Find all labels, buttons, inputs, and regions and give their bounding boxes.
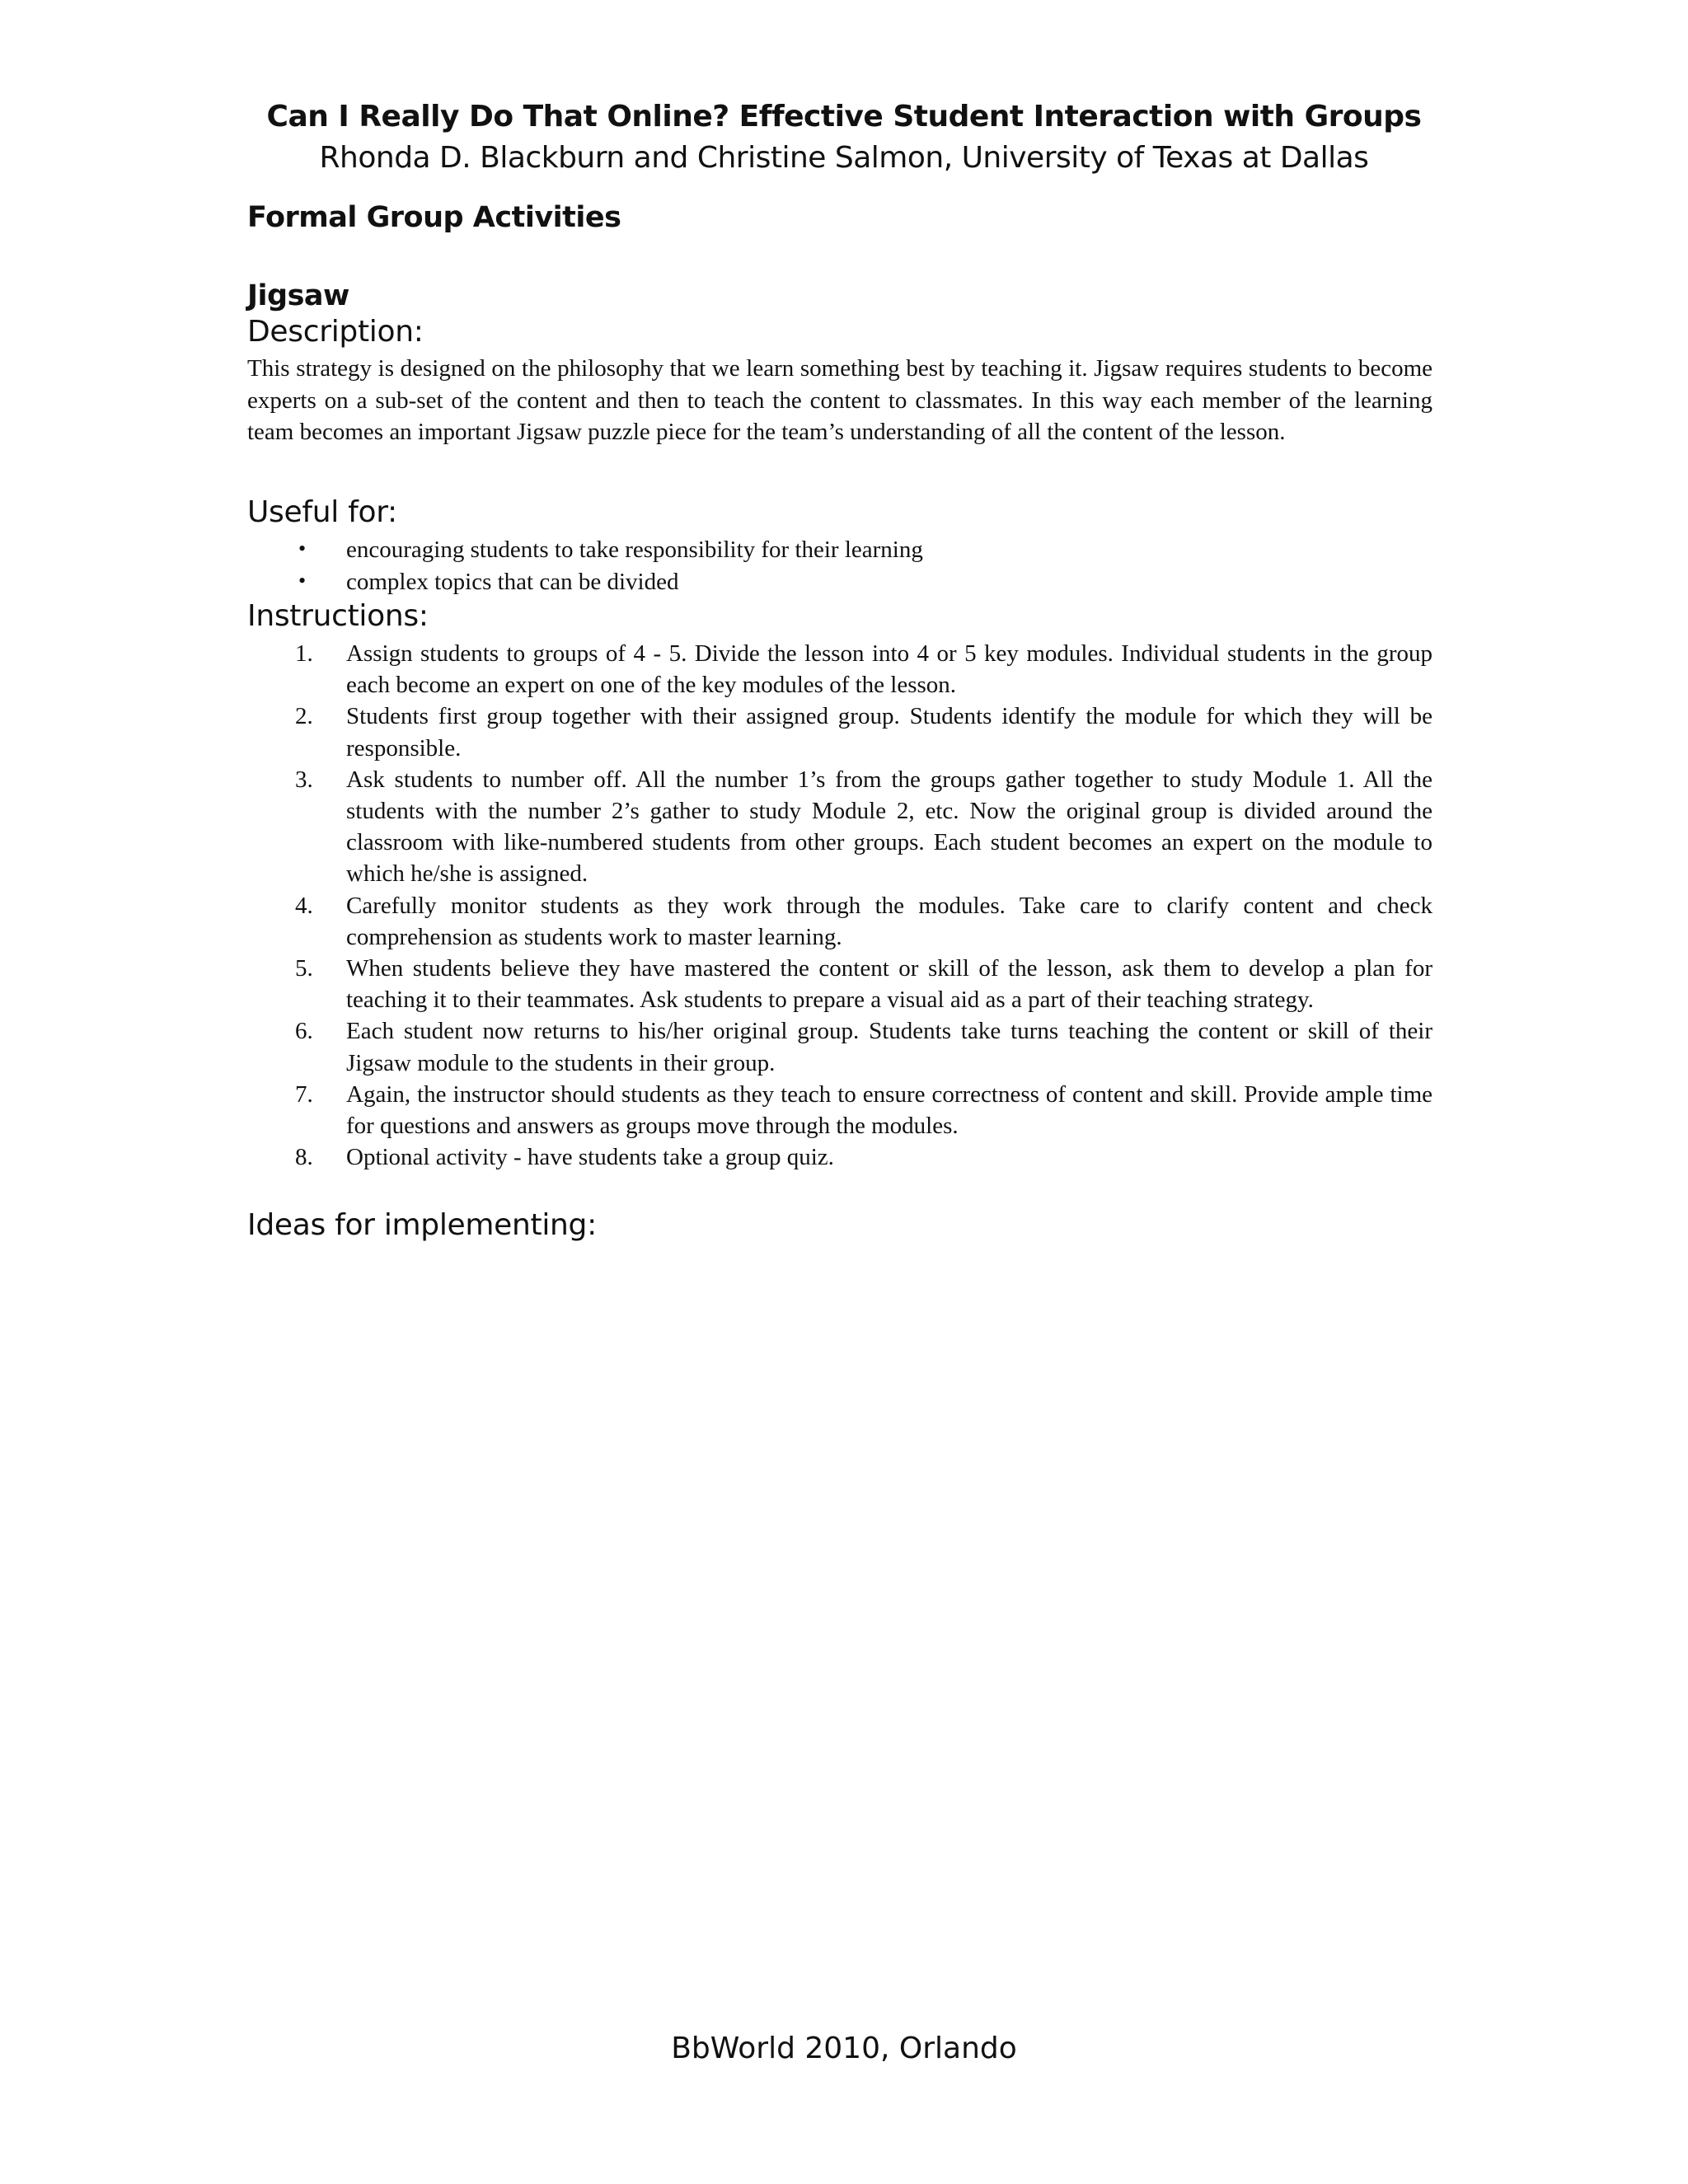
list-item <box>247 953 1432 1015</box>
step-text: Assign students to groups of 4 - 5. Divide the lesson into 4 or 5 key modules. Individual students in the group each become an expert on one of the key modules of the lesson. <box>346 640 1432 699</box>
instructions-list <box>247 638 1432 1173</box>
list-item-text: complex topics that can be divided <box>346 568 679 595</box>
step-text: Each student now returns to his/her original group. Students take turns teaching the content or skill of their Jigsaw module to the students in their group. <box>346 1018 1432 1076</box>
list-item-text: encouraging students to take responsibility for their learning <box>346 537 923 563</box>
step-number: 8. <box>295 1144 313 1171</box>
step-text: Students first group together with their assigned group. Students identify the module for which they will be responsible. <box>346 703 1432 762</box>
description-text: This strategy is designed on the philosophy that we learn something best by teaching it. Jigsaw requires students to become experts on a sub-set of the content and then to teach the content to classmates. In this way each member of the learning team becomes an important Jigsaw puzzle piece for the team’s understanding of all the content of the lesson. <box>247 355 1432 446</box>
list-item <box>247 1079 1432 1141</box>
step-text: When students believe they have mastered the content or skill of the lesson, ask them to develop a plan for teaching it to their teammates. Ask students to prepare a visual aid as a part of their teaching strategy. <box>346 955 1432 1014</box>
page-footer: BbWorld 2010, Orlando <box>671 2032 1017 2065</box>
step-text: Optional activity - have students take a group quiz. <box>346 1144 834 1171</box>
list-item <box>247 701 1432 763</box>
list-item <box>247 1015 1432 1078</box>
bullet-icon: • <box>298 537 307 560</box>
step-number: 3. <box>295 766 313 793</box>
list-item <box>247 534 1432 566</box>
description-label: Description: <box>247 315 424 349</box>
list-item <box>247 1141 1432 1173</box>
step-text: Ask students to number off. All the number 1’s from the groups gather together to study Module 1. All the students with the number 2’s gather to study Module 2, etc. Now the original group is divided around the classroom with like-numbered students from other groups. Each student becomes an expert on the module to which he/she is assigned. <box>346 766 1432 888</box>
useful-for-list <box>247 534 1432 598</box>
step-text: Carefully monitor students as they work through the modules. Take care to clarify content and check comprehension as students work to master learning. <box>346 892 1432 950</box>
step-number: 6. <box>295 1018 313 1045</box>
ideas-label: Ideas for implementing: <box>247 1208 597 1242</box>
document-authors: Rhonda D. Blackburn and Christine Salmon, University of Texas at Dallas <box>319 141 1369 175</box>
step-number: 1. <box>295 640 313 667</box>
list-item <box>247 890 1432 953</box>
list-item <box>247 566 1432 598</box>
step-number: 5. <box>295 955 313 982</box>
list-item <box>247 638 1432 701</box>
section-heading: Formal Group Activities <box>247 201 621 234</box>
step-text: Again, the instructor should students as they teach to ensure correctness of content and skill. Provide ample time for questions and answers as groups move through the modules. <box>346 1080 1432 1140</box>
list-item <box>247 764 1432 890</box>
useful-for-label: Useful for: <box>247 495 397 529</box>
step-number: 2. <box>295 703 313 730</box>
step-number: 4. <box>295 892 313 919</box>
bullet-icon: • <box>298 568 307 593</box>
step-number: 7. <box>295 1080 313 1108</box>
instructions-label: Instructions: <box>247 599 429 633</box>
activity-heading: Jigsaw <box>247 279 349 312</box>
document-title: Can I Really Do That Online? Effective Student Interaction with Groups <box>266 100 1422 134</box>
